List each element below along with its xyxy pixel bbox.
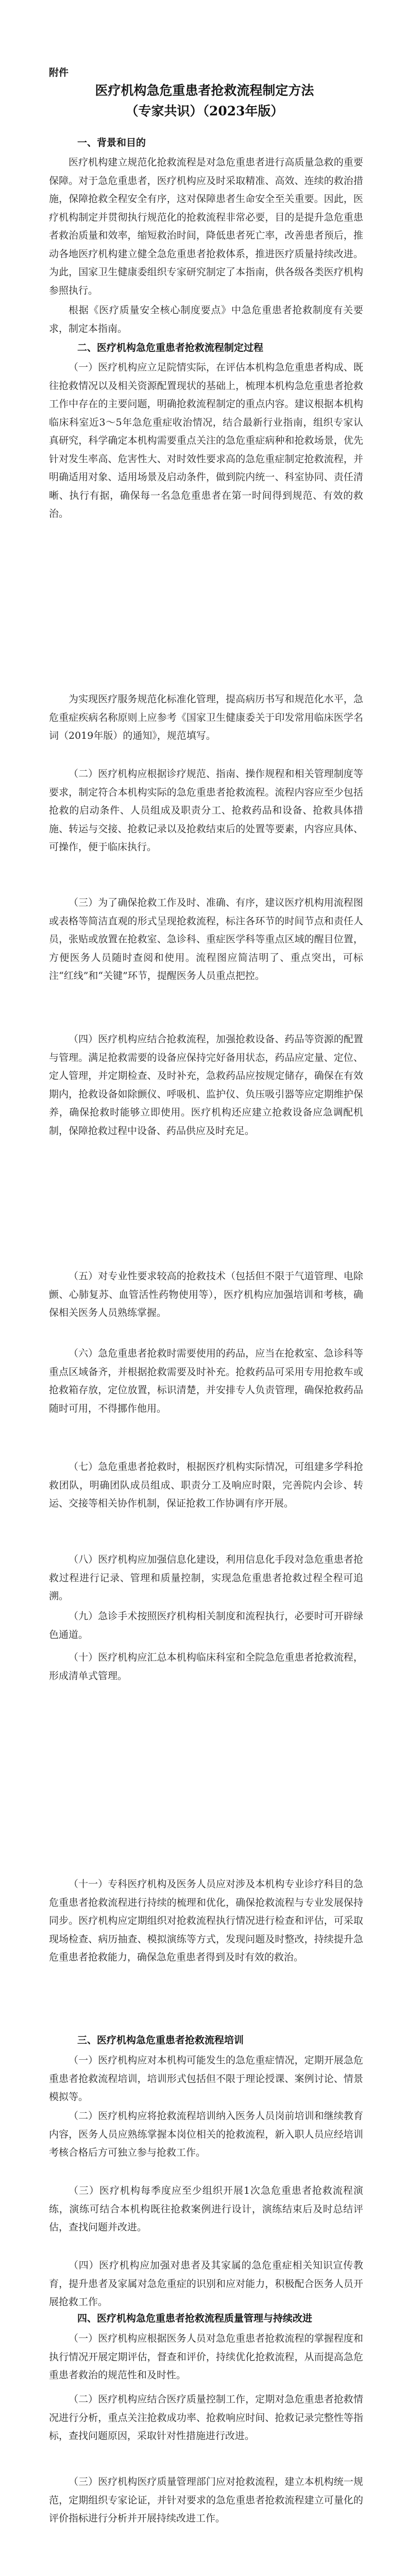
section2-paragraph6: （五）对专业性要求较高的抢救技术（包括但不限于气道管理、电除颤、心肺复苏、血管活性药物使用等），医疗机构应加强培训和考核，确保相关医务人员熟练掌握。 [49, 1270, 363, 1318]
section3-paragraph2: （二）医疗机构应将抢救流程培训纳入医务人员岗前培训和继续教育内容，医务人员应熟练掌握本岗位相关的抢救流程，新入职人员应经培训考核合格后方可独立参与抢救工作。 [49, 2110, 363, 2158]
section3-paragraph3: （三）医疗机构每季度应至少组织开展1次急危重患者抢救流程演练，演练可结合本机构既往抢救案例进行设计，演练结束后及时总结评估，查找问题并改进。 [49, 2185, 363, 2233]
section4-heading: 四、医疗机构急危重患者抢救流程质量管理与持续改进 [77, 2313, 313, 2324]
document-title-line1: 医疗机构急危重患者抢救流程制定方法 [95, 83, 314, 98]
section1-heading: 一、背景和目的 [77, 137, 146, 148]
section2-paragraph8: （七）急危重患者抢救时，根据医疗机构实际情况，可组建多学科抢救团队，明确团队成员组成、职责分工及响应时限，完善院内会诊、转运、交接等相关协作机制，保证抢救工作协调有序开展。 [49, 1461, 363, 1509]
attachment-label: 附件 [49, 67, 69, 78]
section2-paragraph9: （八）医疗机构应加强信息化建设，利用信息化手段对急危重患者抢救过程进行记录、管理和质量控制，实现急危重患者抢救过程全程可追溯。 [49, 1554, 363, 1602]
section2-paragraph7: （六）急危重患者抢救时需要使用的药品，应当在抢救室、急诊科等重点区域备齐，并根据抢救需要及时补充。抢救药品可采用专用抢救车或抢救箱存放，定位放置，标识清楚，并安排专人负责管理，确保抢救药品随时可用，不得挪作他用。 [49, 1348, 363, 1414]
section2-paragraph2: 为实现医疗服务规范化标准化管理，提高病历书写和规范化水平，急危重症疾病名称原则上应参考《国家卫生健康委关于印发常用临床医学名词（2019年版）的通知》，规范填写。 [49, 693, 363, 741]
section3-paragraph1: （一）医疗机构应对本机构可能发生的急危重症情况，定期开展急危重患者抢救流程培训，培训形式包括但不限于理论授课、案例讨论、情景模拟等。 [49, 2055, 363, 2103]
section2-paragraph4: （三）为了确保抢救工作及时、准确、有序，建议医疗机构用流程图或表格等简洁直观的形式呈现抢救流程，标注各环节的时间节点和责任人员，张贴或放置在抢救室、急诊科、重症医学科等重点区域的醒目位置，方便医务人员随时查阅和使用。流程图应简洁明了、重点突出，可标注“红线”和“关键”环节，提醒医务人员重点把控。 [49, 897, 363, 981]
section2-paragraph1: （一）医疗机构应立足院情实际，在评估本机构急危重患者构成、既往抢救情况以及相关资源配置现状的基础上，梳理本机构急危重患者抢救工作中存在的主要问题，明确抢救流程制定的重点内容。建议根据本机构临床科室近3～5年急危重症收治情况，结合最新行业指南，组织专家认真研究，科学确定本机构需要重点关注的急危重症病种和抢救场景，优先针对发生率高、危害性大、对时效性要求高的急危重症制定抢救流程，并明确适用对象、适用场景及启动条件，做到院内统一、科室协同、责任清晰、执行有据，确保每一名急危重患者在第一时间得到规范、有效的救治。 [49, 362, 363, 519]
section2-paragraph11: （十）医疗机构应汇总本机构临床科室和全院急危重患者抢救流程，形成清单式管理。 [49, 1652, 363, 1682]
section1-paragraph2: 根据《医疗质量安全核心制度要点》中急危重患者抢救制度有关要求，制定本指南。 [49, 304, 363, 334]
section4-paragraph1: （一）医疗机构应根据医务人员对急危重患者抢救流程的掌握程度和执行情况开展定期评估，督查和评价，持续优化抢救流程，从而提高急危重患者救治的规范性和及时性。 [49, 2333, 363, 2381]
document-title-line2: （专家共识）（2023年版） [125, 104, 284, 118]
section2-paragraph10: （九）急诊手术按照医疗机构相关制度和流程执行，必要时可开辟绿色通道。 [49, 1611, 363, 1640]
section2-paragraph3: （二）医疗机构应根据诊疗规范、指南、操作规程和相关管理制度等要求，制定符合本机构实际的急危重患者抢救流程。流程内容应至少包括抢救的启动条件、人员组成及职责分工、抢救药品和设备、抢救具体措施、转运与交接、抢救记录以及抢救结束后的处置等要素，内容应具体、可操作，便于临床执行。 [49, 768, 363, 853]
section3-heading: 三、医疗机构急危重患者抢救流程培训 [77, 2035, 244, 2046]
section1-paragraph1: 医疗机构建立规范化抢救流程是对急危重患者进行高质量急救的重要保障。对于急危重患者，医疗机构应及时采取精准、高效、连续的救治措施，保障抢救全程安全有序，这对保障患者生命安全至关重要。因此，医疗机构制定并贯彻执行规范化的抢救流程非常必要，目的是提升急危重患者救治质量和效率，缩短救治时间，降低患者死亡率，改善患者预后，推动各地医疗机构建立健全急危重患者抢救体系，推进医疗质量持续改进。为此，国家卫生健康委组织专家研究制定了本指南，供各级各类医疗机构参照执行。 [49, 157, 363, 296]
section3-paragraph4: （四）医疗机构应加强对患者及其家属的急危重症相关知识宣传教育，提升患者及家属对急危重症的识别和应对能力，积极配合医务人员开展抢救工作。 [49, 2260, 363, 2308]
section2-paragraph12: （十一）专科医疗机构及医务人员应对涉及本机构专业诊疗科目的急危重患者抢救流程进行持续的梳理和优化，确保抢救流程与专业发展保持同步。医疗机构应定期组织对抢救流程执行情况进行检查和评估，可采取现场检查、病历抽查、模拟演练等方式，发现问题及时整改，持续提升急危重患者抢救能力，确保急危重患者得到及时有效的救治。 [49, 1878, 363, 1963]
section2-paragraph5: （四）医疗机构应结合抢救流程，加强抢救设备、药品等资源的配置与管理。满足抢救需要的设备应保持完好备用状态，药品应定量、定位、定人管理，并定期检查、及时补充，急救药品应按规定储存，确保在有效期内，抢救设备如除颤仪、呼吸机、监护仪、负压吸引器等应定期维护保养，确保抢救时能够立即使用。医疗机构还应建立抢救设备应急调配机制，保障抢救过程中设备、药品供应及时充足。 [49, 1033, 363, 1137]
section2-heading: 二、医疗机构急危重患者抢救流程制定过程 [77, 342, 264, 353]
section4-paragraph3: （三）医疗机构医疗质量管理部门应对抢救流程，建立本机构统一规范，定期组织专家论证，并针对要求的急危重患者抢救流程建立可量化的评价指标进行分析并开展持续改进工作。 [49, 2476, 363, 2524]
section4-paragraph2: （二）医疗机构应结合医疗质量控制工作，定期对急危重患者抢救情况进行分析，重点关注抢救成功率、抢救响应时间、抢救记录完整性等指标，查找问题原因，采取针对性措施进行改进。 [49, 2394, 363, 2442]
